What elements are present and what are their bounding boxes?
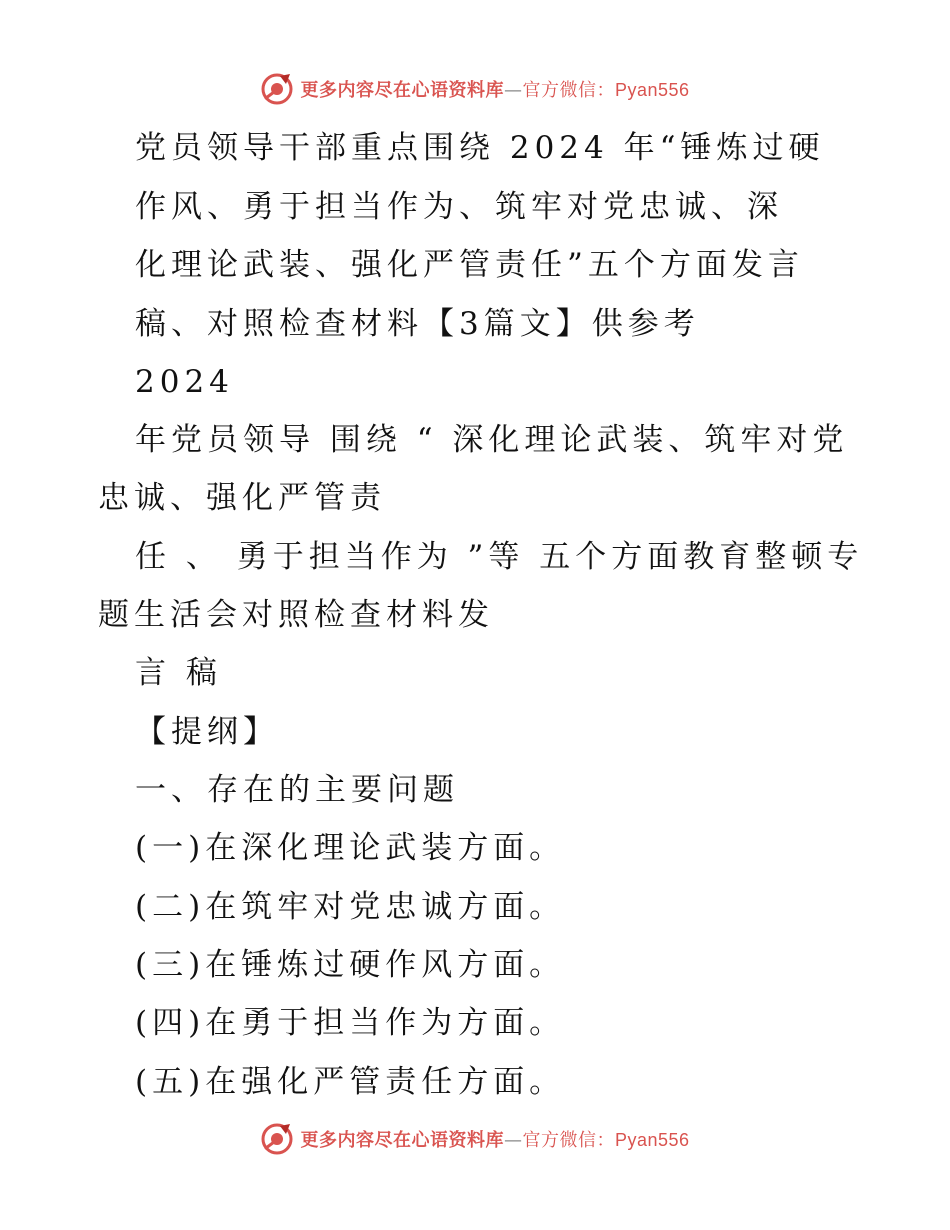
outline-item-5: (五)在强化严管责任方面。 <box>135 1064 566 1100</box>
outline-item-2: (二)在筑牢对党忠诚方面。 <box>135 889 566 925</box>
title-line-1: 党员领导干部重点围绕 2024 年“锤炼过硬 <box>135 130 825 166</box>
watermark-text: 更多内容尽在心语资料库—官方微信：Pyan556 <box>300 1130 690 1151</box>
title-line-2: 作风、勇于担当作为、筑牢对党忠诚、深 <box>135 189 783 225</box>
watermark-text: 更多内容尽在心语资料库—官方微信：Pyan556 <box>300 80 690 101</box>
section-heading: 一、存在的主要问题 <box>135 772 459 808</box>
subtitle-year: 2024 <box>135 364 234 400</box>
title-line-4: 稿、对照检查材料【3篇文】供参考 <box>135 306 700 342</box>
subtitle-line-2: 忠诚、强化严管责 <box>98 480 386 516</box>
outline-item-4: (四)在勇于担当作为方面。 <box>135 1005 566 1041</box>
title-line-3: 化理论武装、强化严管责任”五个方面发言 <box>135 247 804 283</box>
subtitle-line-3: 任 、 勇于担当作为 ”等 五个方面教育整顿专 <box>135 539 864 575</box>
subtitle-line-5: 言 稿 <box>135 655 222 691</box>
subtitle-line-4: 题生活会对照检查材料发 <box>98 597 494 633</box>
watermark-banner-top <box>0 72 950 106</box>
outline-item-1: (一)在深化理论武装方面。 <box>135 830 566 866</box>
outline-item-3: (三)在锤炼过硬作风方面。 <box>135 947 566 983</box>
brand-logo-icon <box>260 1122 294 1156</box>
outline-heading: 【提纲】 <box>135 714 279 750</box>
brand-logo-icon <box>260 72 294 106</box>
subtitle-line-1: 年党员领导 围绕 “ 深化理论武装、筑牢对党 <box>135 422 849 458</box>
watermark-banner-bottom <box>0 1122 950 1156</box>
